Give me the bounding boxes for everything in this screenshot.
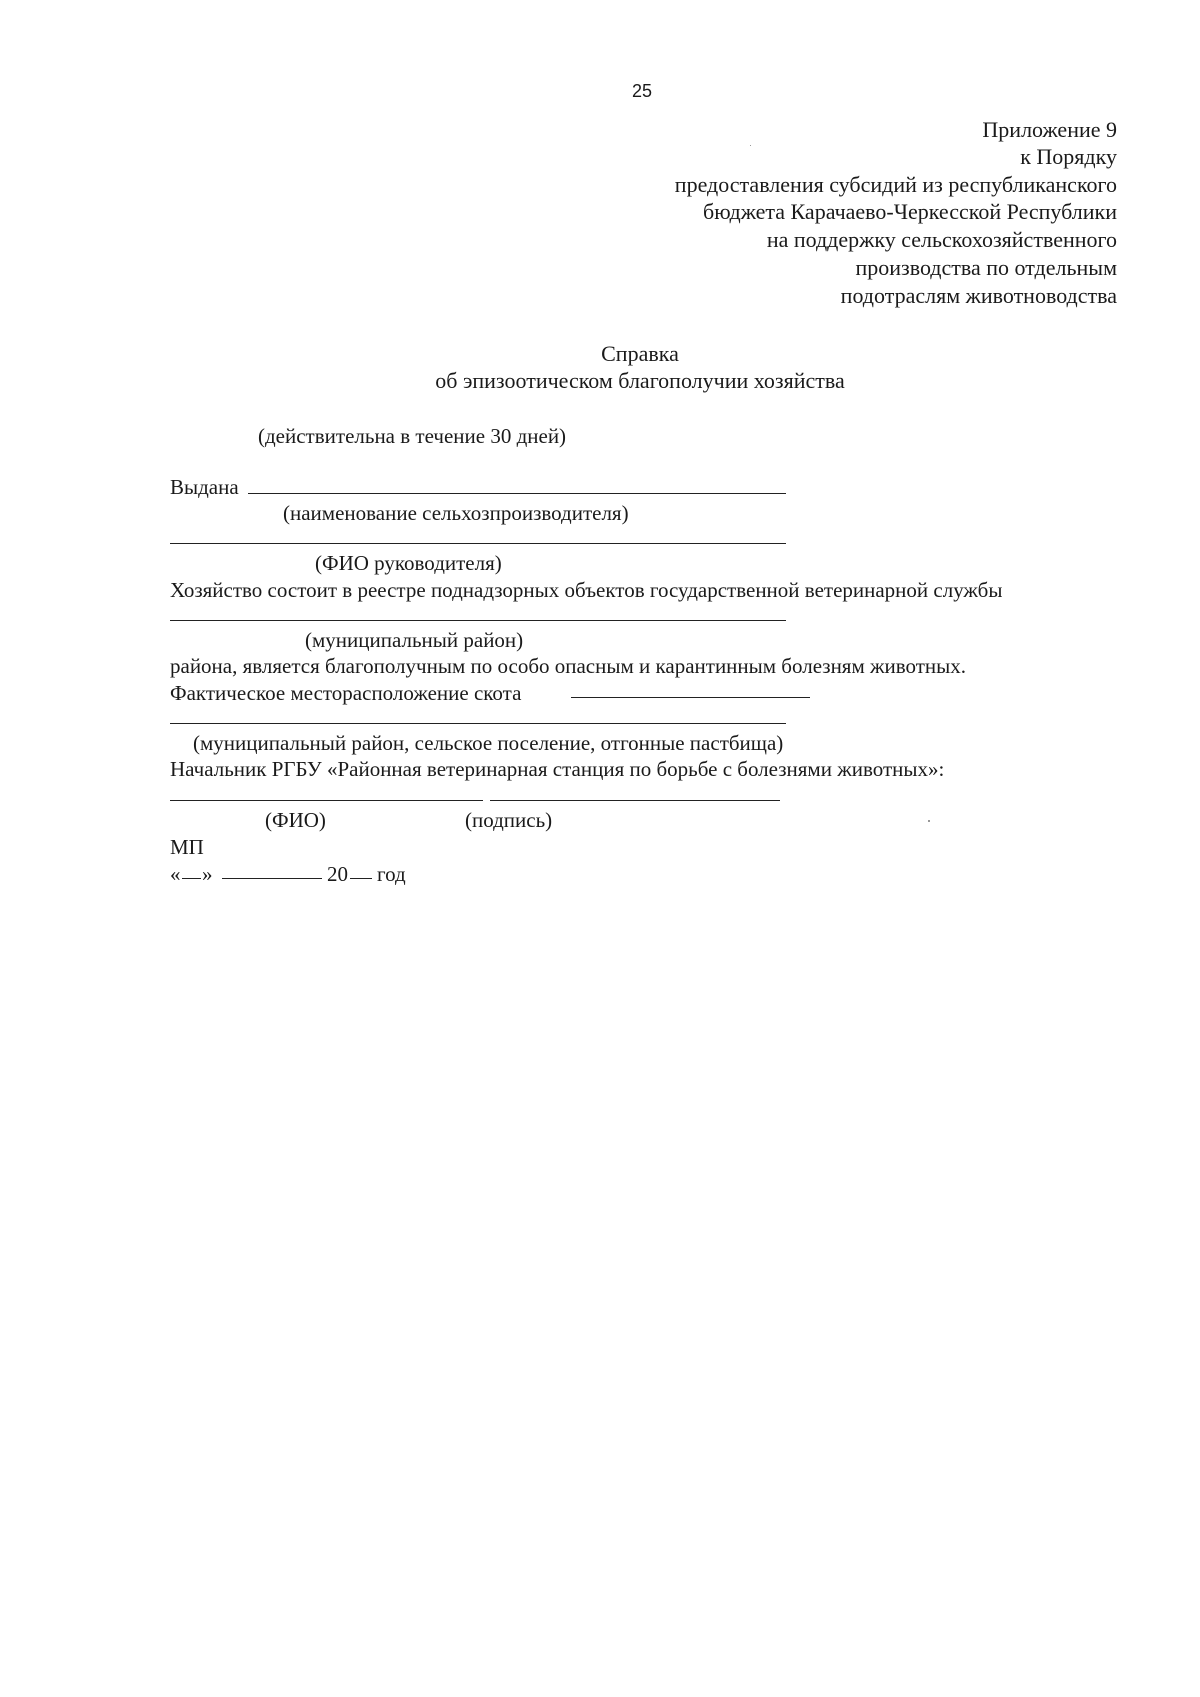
location-label: Фактическое месторасположение скота	[170, 681, 522, 705]
appendix-line-1: Приложение 9	[982, 117, 1117, 142]
fio-blank	[170, 800, 483, 801]
appendix-line-5: на поддержку сельскохозяйственного	[766, 227, 1117, 252]
appendix-line-3: предоставления субсидий из республиканского	[674, 172, 1117, 197]
year-prefix: 20	[327, 862, 348, 886]
appendix-line-4: бюджета Карачаево-Черкесской Республики	[703, 199, 1117, 224]
stamp-label: МП	[170, 835, 204, 859]
fio-caption: (ФИО)	[265, 808, 326, 832]
scan-speck	[750, 145, 751, 146]
page-number: 25	[632, 81, 653, 101]
validity-note: (действительна в течение 30 дней)	[258, 424, 567, 448]
year-blank	[350, 878, 372, 879]
date-close-quote: »	[202, 862, 213, 886]
wellbeing-text: района, является благополучным по особо опасным и карантинным болезням животных.	[170, 654, 967, 678]
district-caption: (муниципальный район)	[305, 628, 524, 652]
location-blank-2	[170, 723, 786, 724]
registry-text: Хозяйство состоит в реестре поднадзорных объектов государственной ветеринарной службы	[170, 578, 1003, 602]
producer-name-blank	[248, 493, 786, 494]
appendix-line-7: подотраслям животноводства	[840, 283, 1117, 308]
head-caption: (ФИО руководителя)	[315, 551, 502, 575]
producer-caption: (наименование сельхозпроизводителя)	[283, 501, 629, 525]
chief-text: Начальник РГБУ «Районная ветеринарная станция по борьбе с болезнями животных»:	[170, 757, 945, 781]
document-subtitle: об эпизоотическом благополучии хозяйства	[435, 368, 845, 393]
signature-blank	[490, 800, 780, 801]
day-blank	[182, 878, 201, 879]
appendix-line-6: производства по отдельным	[855, 255, 1117, 280]
issued-label: Выдана	[170, 475, 239, 499]
appendix-line-2: к Порядку	[1020, 144, 1117, 169]
location-caption: (муниципальный район, сельское поселение, отгонные пастбища)	[193, 731, 784, 755]
document-title: Справка	[601, 341, 679, 366]
district-blank	[170, 620, 786, 621]
location-blank-1	[571, 697, 810, 698]
signature-caption: (подпись)	[465, 808, 553, 832]
scan-speck	[928, 820, 930, 822]
date-open-quote: «	[170, 862, 181, 886]
head-name-blank	[170, 543, 786, 544]
year-suffix: год	[377, 862, 406, 886]
month-blank	[222, 878, 322, 879]
